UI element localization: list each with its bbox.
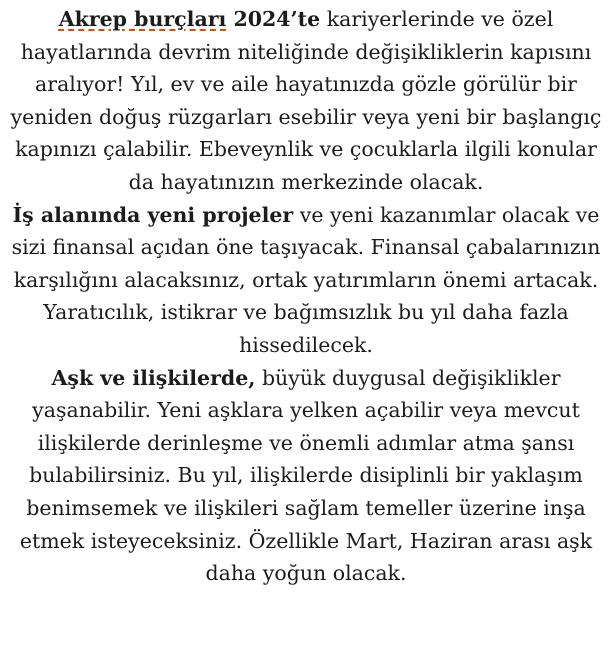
paragraph-love-text: büyük duygusal değişiklikler yaşanabilir. Yeni aşklara yelken açabilir veya mevcut ilişkilerde derinleşme ve önemli adımlar atma şansı bulabilirsiniz. Bu yıl, ilişkilerde disiplinli bir yaklaşım benimsemek ve ilişkileri sağlam temeller üzerine inşa etmek isteyeceksiniz. Özellikle Mart, Haziran arası aşk daha yoğun olacak. <box>19 365 593 586</box>
paragraph-love-heading: Aşk ve ilişkilerde, <box>51 365 256 390</box>
paragraph-work-text: ve yeni kazanımlar olacak ve sizi finansal açıdan öne taşıyacak. Finansal çabalarınızın karşılığını alacaksınız, ortak yatırımların önemi artacak. Yaratıcılık, istikrar ve bağımsızlık bu yıl daha fazla hissedilecek. <box>11 202 601 357</box>
paragraph-work <box>4 199 608 362</box>
spellcheck-underlined-term: Akrep burçları <box>58 7 227 31</box>
paragraph-work-heading: İş alanında yeni projeler <box>12 202 294 227</box>
paragraph-career-heading <box>59 7 320 31</box>
paragraph-career-text: kariyerlerinde ve özel hayatlarında devrim niteliğinde değişikliklerin kapısını aralıyor! Yıl, ev ve aile hayatınızda gözle görülür bir yeniden doğuş rüzgarları esebilir veya yeni bir başlangıç kapınızı çalabilir. Ebeveynlik ve çocuklarla ilgili konular da hayatınızın merkezinde olacak. <box>10 7 602 194</box>
paragraph-career <box>4 3 608 199</box>
paragraph-love <box>4 362 608 590</box>
paragraph-career-heading-year: 2024’te <box>226 7 321 31</box>
